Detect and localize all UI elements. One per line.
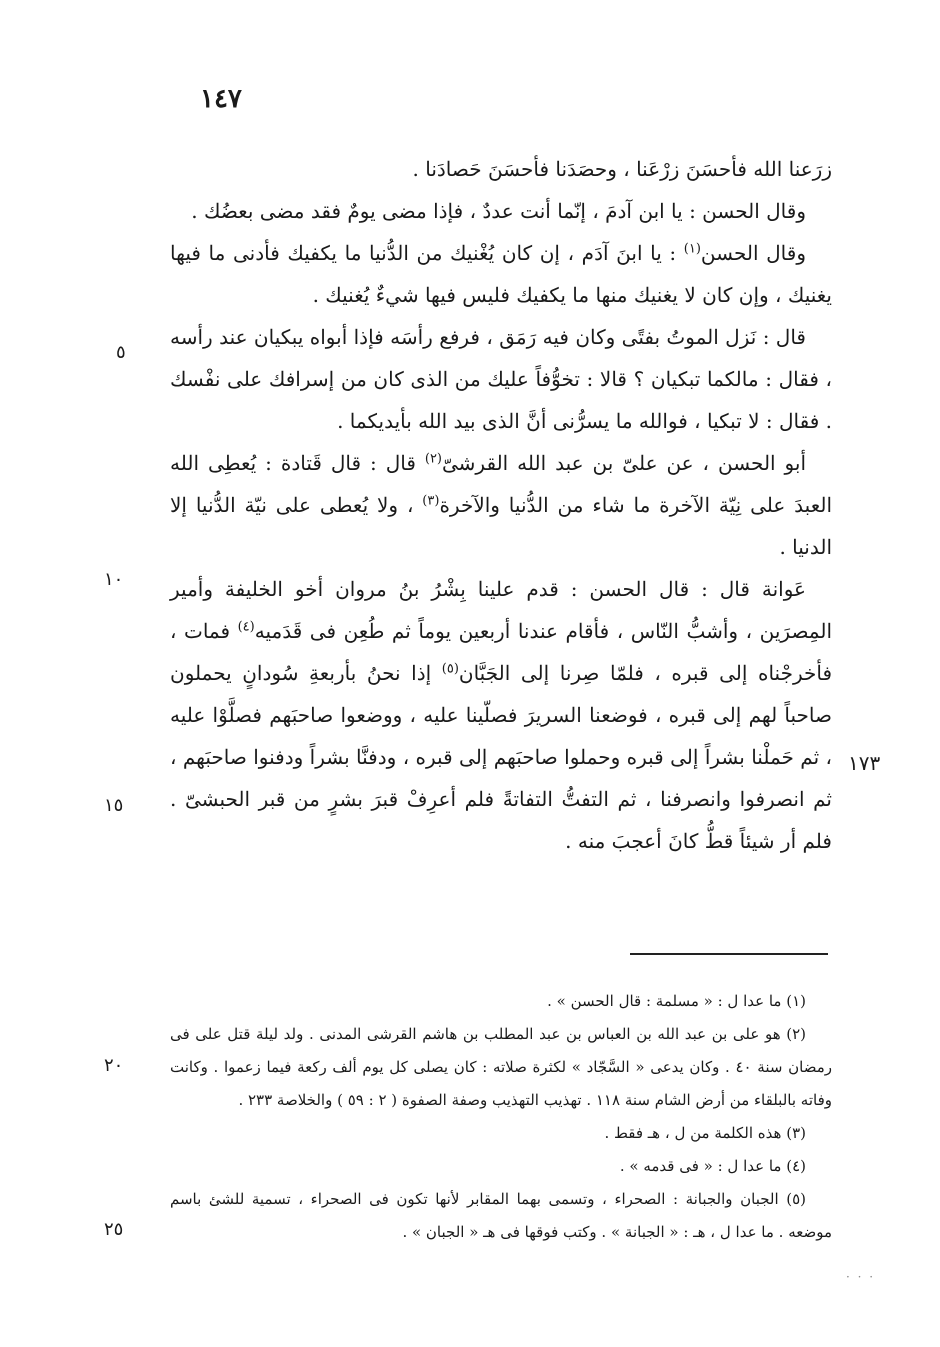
- paragraph-5-text-a: أبو الحسن ، عن علىّ بن عبد الله القرشىّ: [442, 451, 806, 475]
- paragraph-3-text-b: : يا ابنَ آدَم ، إن كان يُغْنيك من الدُّنيا ما يكفيك فأدنى ما فيها يغنيك ، وإن كان لا يغنيك منها ما يكفيك فليس فيها شيءٌ يُغنيك .: [170, 241, 832, 307]
- paragraph-6-text-c: إذا نحنُ بأربعةِ سُودانٍ يحملون صاحباً لهم إلى قبره ، فوضعنا السريرَ فصلّينا عليه ، ووضعوا صاحبَهم فصلَّوْا عليه ، ثم حَملْنا بشراً إلى قبره وحملوا صاحبَهم إلى قبره ، ودفنَّا بشراً ودفنوا صاحبَهم ، ثم انصرفوا وانصرفنا ، ثم التفتُّ التفاتةً فلم أعرِفْ قبرَ بشرٍ من قبر الحبشىّ . فلم أر شيئاً قطُّ كانَ أعجبَ منه .: [170, 661, 832, 853]
- paragraph-3: [170, 232, 832, 316]
- folio-marker: ١٧٣: [848, 751, 881, 775]
- paragraph-1: زرَعنا الله فأحسَنَ زرْعَنا ، وحصَدَنا فأحسَنَ حَصادَنا .: [412, 157, 832, 181]
- margin-line-number-20: ٢٠: [104, 1055, 124, 1076]
- paragraph-5: [170, 442, 832, 568]
- paragraph-4: قال : نَزل الموتُ بفتًى وكان فيه رَمَق ، فرفع رأسَه فإذا أبواه يبكيان عند رأسه ، فقال : مالكما تبكيان ؟ قالا : تخوُّفاً عليك من الذى كان من إسرافك على نفْسك . فقال : لا تبكيا ، فوالله ما يسرُّنى أنَّ الذى بيد الله بأيديكما .: [170, 325, 832, 433]
- footnote-ref-3: (٣): [422, 493, 440, 509]
- paragraph-2: وقال الحسن : يا ابن آدمَ ، إنّما أنت عددٌ ، فإذا مضى يومٌ فقد مضى بعضُك .: [191, 199, 806, 223]
- footnote-1: (١) ما عدا ل : « مسلمة : قال الحسن » .: [547, 992, 806, 1010]
- margin-line-number-10: ١٠: [104, 569, 124, 590]
- main-text: [170, 148, 832, 862]
- footnote-ref-4: (٤): [237, 619, 255, 635]
- paragraph-6: [170, 568, 832, 862]
- footnote-2: (٢) هو على بن عبد الله بن العباس بن عبد المطلب بن هاشم القرشى المدنى . ولد ليلة قتل على فى رمضان سنة ٤٠ . وكان يدعى « السَّجّاد » لكثرة صلاته : كان يصلى كل يوم ألف ركعة فيما زعموا . وكانت وفاته بالبلقاء من أرض الشام سنة ١١٨ . تهذيب التهذيب وصفة الصفوة ( ٢ : ٥٩ ) والخلاصة ٢٣٣ .: [170, 1025, 832, 1109]
- margin-line-number-25: ٢٥: [104, 1219, 124, 1240]
- footnotes: [170, 985, 832, 1249]
- footnote-4: (٤) ما عدا ل : « فى قدمه » .: [619, 1157, 806, 1175]
- footnote-3: (٣) هذه الكلمة من ل ، هـ فقط .: [604, 1124, 806, 1142]
- footnote-5: (٥) الجبان والجبانة : الصحراء ، وتسمى بهما المقابر لأنها تكون فى الصحراء ، تسمية للشئ باسم موضعه . ما عدا ل ، هـ : « الجبانة » . وكتب فوقها فى هـ « الجبان » .: [170, 1190, 832, 1241]
- paragraph-6-text-a: عَوانة قال : قال الحسن : قدم علينا بِشْرُ بنُ مروان أخو الخليفة وأمير المِصرَين ، وأشبُّ النّاس ، فأقام عندنا أربعين يوماً ثم طُعِن فى قَدَميه: [170, 577, 832, 643]
- page-number: ١٤٧: [200, 84, 242, 114]
- footnote-ref-1: (١): [683, 241, 701, 257]
- scan-mark: · · ·: [846, 1270, 876, 1284]
- margin-line-number-15: ١٥: [104, 795, 124, 816]
- margin-line-number-5: ٥: [116, 342, 126, 363]
- paragraph-6-text-b: فمات ، فأخرجْناه إلى قبره ، فلمّا صِرنا إلى الجَبَّان: [170, 619, 832, 685]
- paragraph-3-text-a: وقال الحسن: [700, 241, 806, 265]
- paragraph-5-text-b: قال : قال قَتادة : يُعطِى الله العبدَ على نِيّة الآخرة ما شاء من الدُّنيا والآخرة: [170, 451, 833, 517]
- footnote-divider: [630, 953, 828, 955]
- paragraph-5-text-c: ، ولا يُعطى على نيّة الدُّنيا إلا الدنيا .: [170, 493, 832, 559]
- footnote-ref-2: (٢): [424, 451, 442, 467]
- footnote-ref-5: (٥): [441, 661, 459, 677]
